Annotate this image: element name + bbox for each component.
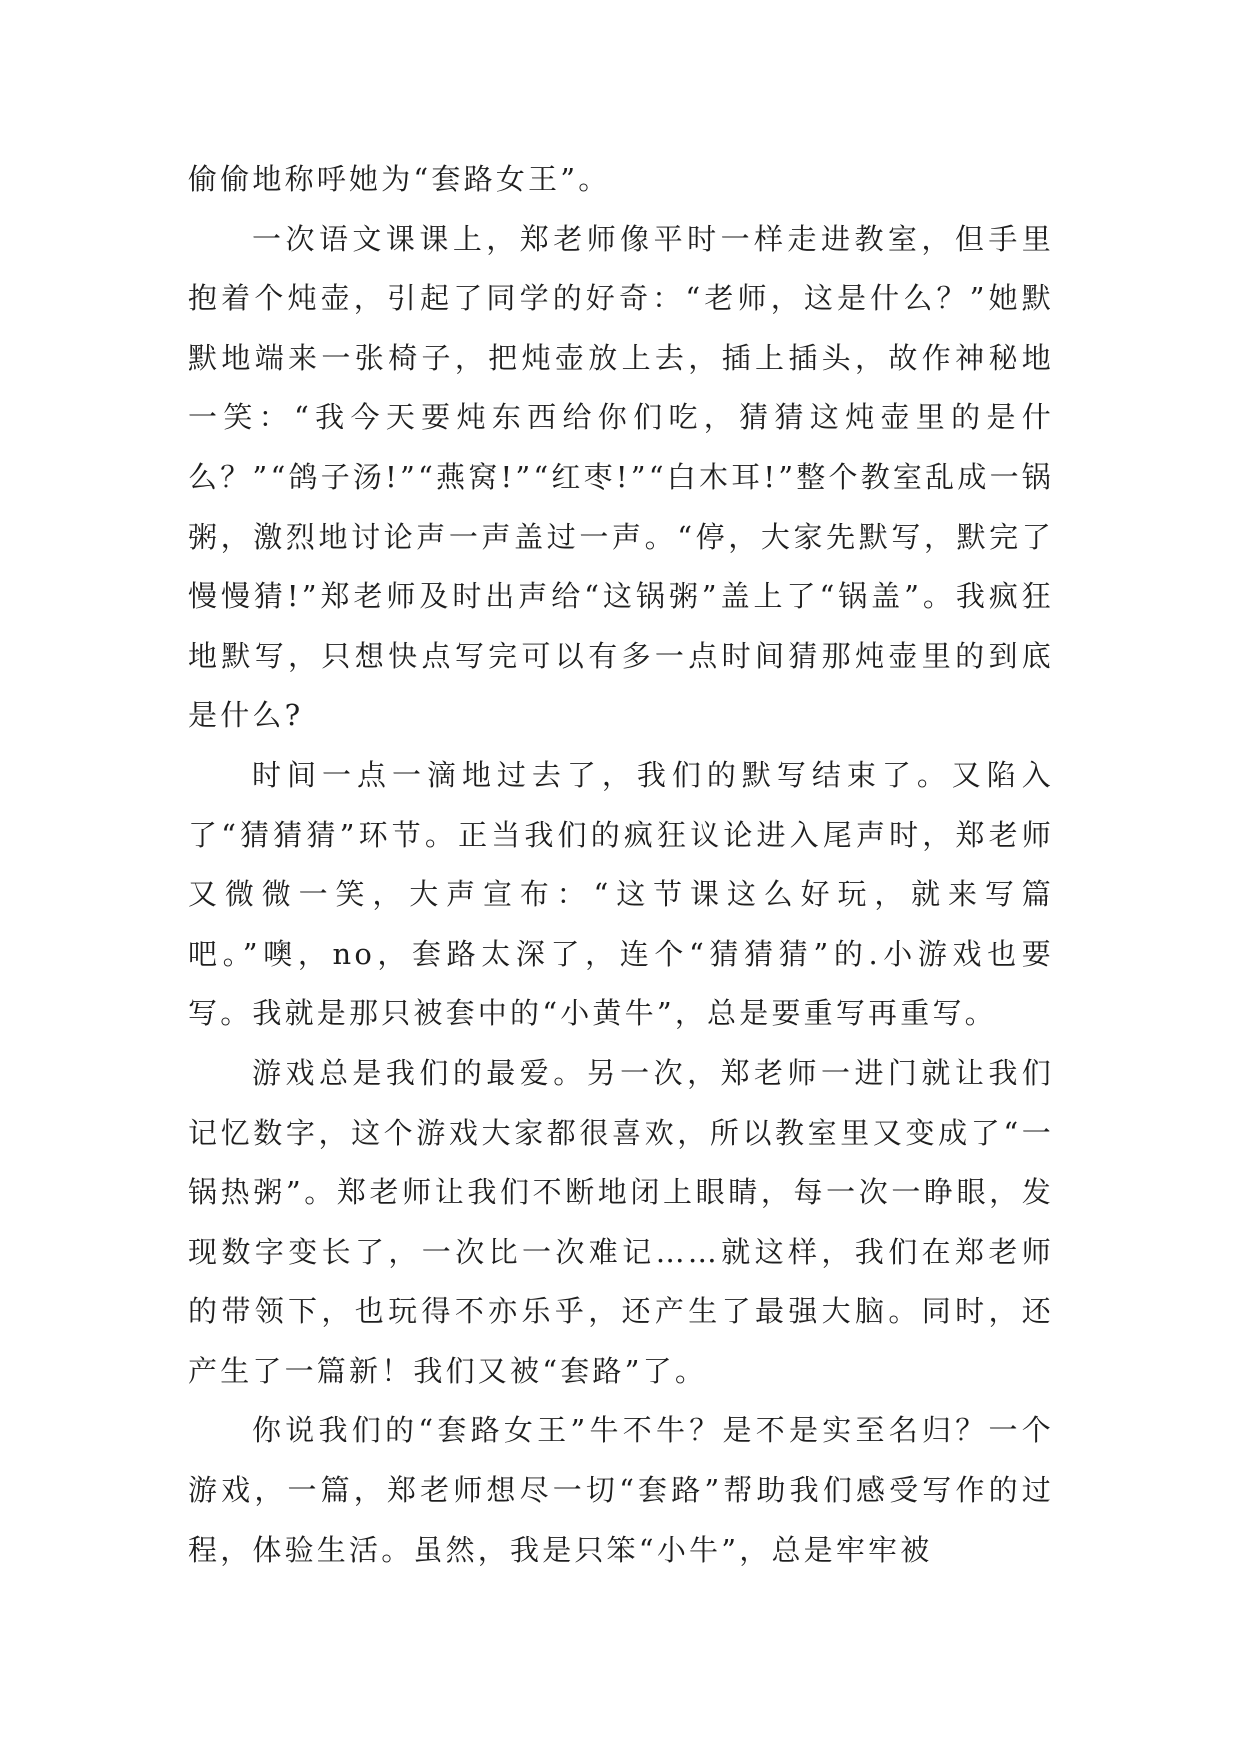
- paragraph-1: 偷偷地称呼她为“套路女王”。: [188, 162, 611, 196]
- document-body: [188, 150, 1054, 1580]
- paragraph-4: 游戏总是我们的最爱。另一次，郑老师一进门就让我们记忆数字，这个游戏大家都很喜欢，所以教室里又变成了“一锅热粥”。郑老师让我们不断地闭上眼睛，每一次一睁眼，发现数字变长了，一次比一次难记……就这样，我们在郑老师的带领下，也玩得不亦乐乎，还产生了最强大脑。同时，还产生了一篇新！我们又被“套路”了。: [188, 1055, 1054, 1388]
- paragraph-2: 一次语文课课上，郑老师像平时一样走进教室，但手里抱着个炖壶，引起了同学的好奇：“老师，这是什么？”她默默地端来一张椅子，把炖壶放上去，插上插头，故作神秘地一笑：“我今天要炖东西给你们吃，猜猜这炖壶里的是什么？”“鸽子汤!”“燕窝!”“红枣!”“白木耳!”整个教室乱成一锅粥，激烈地讨论声一声盖过一声。“停，大家先默写，默完了慢慢猜!”郑老师及时出声给“这锅粥”盖上了“锅盖”。我疯狂地默写，只想快点写完可以有多一点时间猜那炖壶里的到底是什么?: [188, 221, 1054, 733]
- paragraph-3: 时间一点一滴地过去了，我们的默写结束了。又陷入了“猜猜猜”环节。正当我们的疯狂议论进入尾声时，郑老师又微微一笑，大声宣布：“这节课这么好玩，就来写篇吧。”噢，no，套路太深了，连个“猜猜猜”的.小游戏也要写。我就是那只被套中的“小黄牛”，总是要重写再重写。: [188, 757, 1054, 1031]
- paragraph-5: 你说我们的“套路女王”牛不牛？是不是实至名归？一个游戏，一篇，郑老师想尽一切“套路”帮助我们感受写作的过程，体验生活。虽然，我是只笨“小牛”，总是牢牢被: [188, 1413, 1054, 1567]
